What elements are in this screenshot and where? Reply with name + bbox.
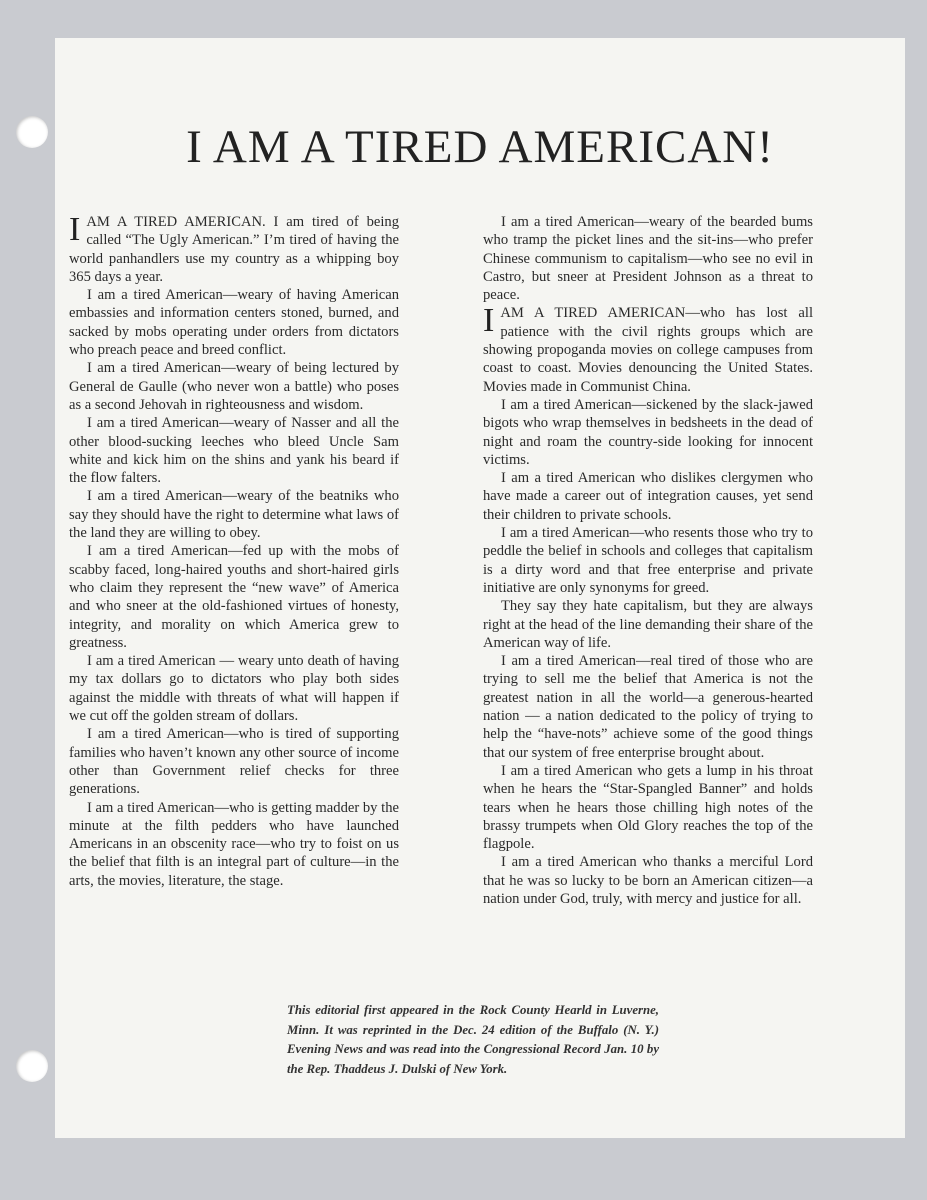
paragraph: I am a tired American—weary of the bearded bums who tramp the picket lines and the sit-ins—who prefer Chinese communism to capitalism—who see no evil in Castro, but sneer at President Johnson as a threat to peace. [483,214,813,304]
paragraph: I am a tired American who dislikes clergymen who have made a career out of integration causes, yet send their children to private schools. [483,470,813,523]
punch-hole [16,1050,48,1082]
paragraph [483,304,813,395]
paragraph: I am a tired American—weary of having American embassies and information centers stoned, burned, and sacked by mobs operating under orders from dictators who preach peace and breed conflict. [69,287,399,359]
paragraph: I am a tired American—real tired of those who are trying to sell me the belief that America is not the greatest nation in all the world—a generous-hearted nation — a nation dedicated to the policy of trying to help the “have-nots” achieve some of the good things that our system of free enterprise brought about. [483,653,813,761]
page-sheet [55,38,905,1138]
paragraph: They say they hate capitalism, but they are always right at the head of the line demanding their share of the American way of life. [483,598,813,651]
drop-cap: I [69,211,81,248]
paragraph: I am a tired American—weary of the beatniks who say they should have the right to determine what laws of the land they are willing to obey. [69,488,399,542]
paragraph-text: AM A TIRED AMERICAN—who has lost all patience with the civil rights groups which are showing propoganda movies on college campuses from coast to coast. Movies denouncing the United States. Movies made in Communist China. [483,305,813,395]
right-column [483,213,813,908]
paragraph: I am a tired American—who is tired of supporting families who haven’t known any other source of income other than Government relief checks for three generations. [69,726,399,798]
paragraph-text: AM A TIRED AMERICAN. I am tired of being called “The Ugly American.” I’m tired of having the world panhandlers use my country as a whipping boy 365 days a year. [69,214,399,285]
paragraph: I am a tired American—weary of being lectured by General de Gaulle (who never won a battle) who poses as a second Jehovah in righteousness and wisdom. [69,360,399,413]
drop-cap: I [483,302,495,340]
paragraph: I am a tired American who gets a lump in his throat when he hears the “Star-Spangled Banner” and holds tears when he hears those chilling high notes of the brassy trumpets when Old Glory reaches the top of the flagpole. [483,762,813,853]
paragraph: I am a tired American—sickened by the slack-jawed bigots who wrap themselves in bedsheets in the dead of night and roam the country-side looking for innocent victims. [483,396,813,468]
paragraph: I am a tired American—weary of Nasser and all the other blood-sucking leeches who bleed Uncle Sam white and kick him on the shins and yank his beard if the flow falters. [69,415,399,487]
paragraph: I am a tired American—who is getting madder by the minute at the filth pedders who have launched Americans in an obscenity race—who try to foist on us the belief that filth is an integral part of culture—in the arts, the movies, literature, the stage. [69,799,399,889]
paragraph: I am a tired American who thanks a merciful Lord that he was so lucky to be born an American citizen—a nation under God, truly, with mercy and justice for all. [483,854,813,907]
left-column [69,213,399,890]
paragraph [69,213,399,286]
page-title: I AM A TIRED AMERICAN! [186,121,774,173]
editorial-footnote: This editorial first appeared in the Rock County Hearld in Luverne, Minn. It was reprinted in the Dec. 24 edition of the Buffalo (N. Y.) Evening News and was read into the Congressional Record Jan. 10 by the Rep. Thaddeus J. Dulski of New York. [287,1003,659,1076]
paragraph: I am a tired American—fed up with the mobs of scabby faced, long-haired youths and short-haired girls who claim they represent the “new wave” of America and who sneer at the old-fashioned virtues of honesty, integrity, and morality on which America grew to greatness. [69,543,399,651]
punch-hole [16,116,48,148]
paragraph: I am a tired American — weary unto death of having my tax dollars go to dictators who play both sides against the middle with threats of what will happen if we cut off the golden stream of dollars. [69,653,399,725]
paragraph: I am a tired American—who resents those who try to peddle the belief in schools and colleges that capitalism is a dirty word and that free enterprise and private initiative are only synonyms for greed. [483,525,813,596]
